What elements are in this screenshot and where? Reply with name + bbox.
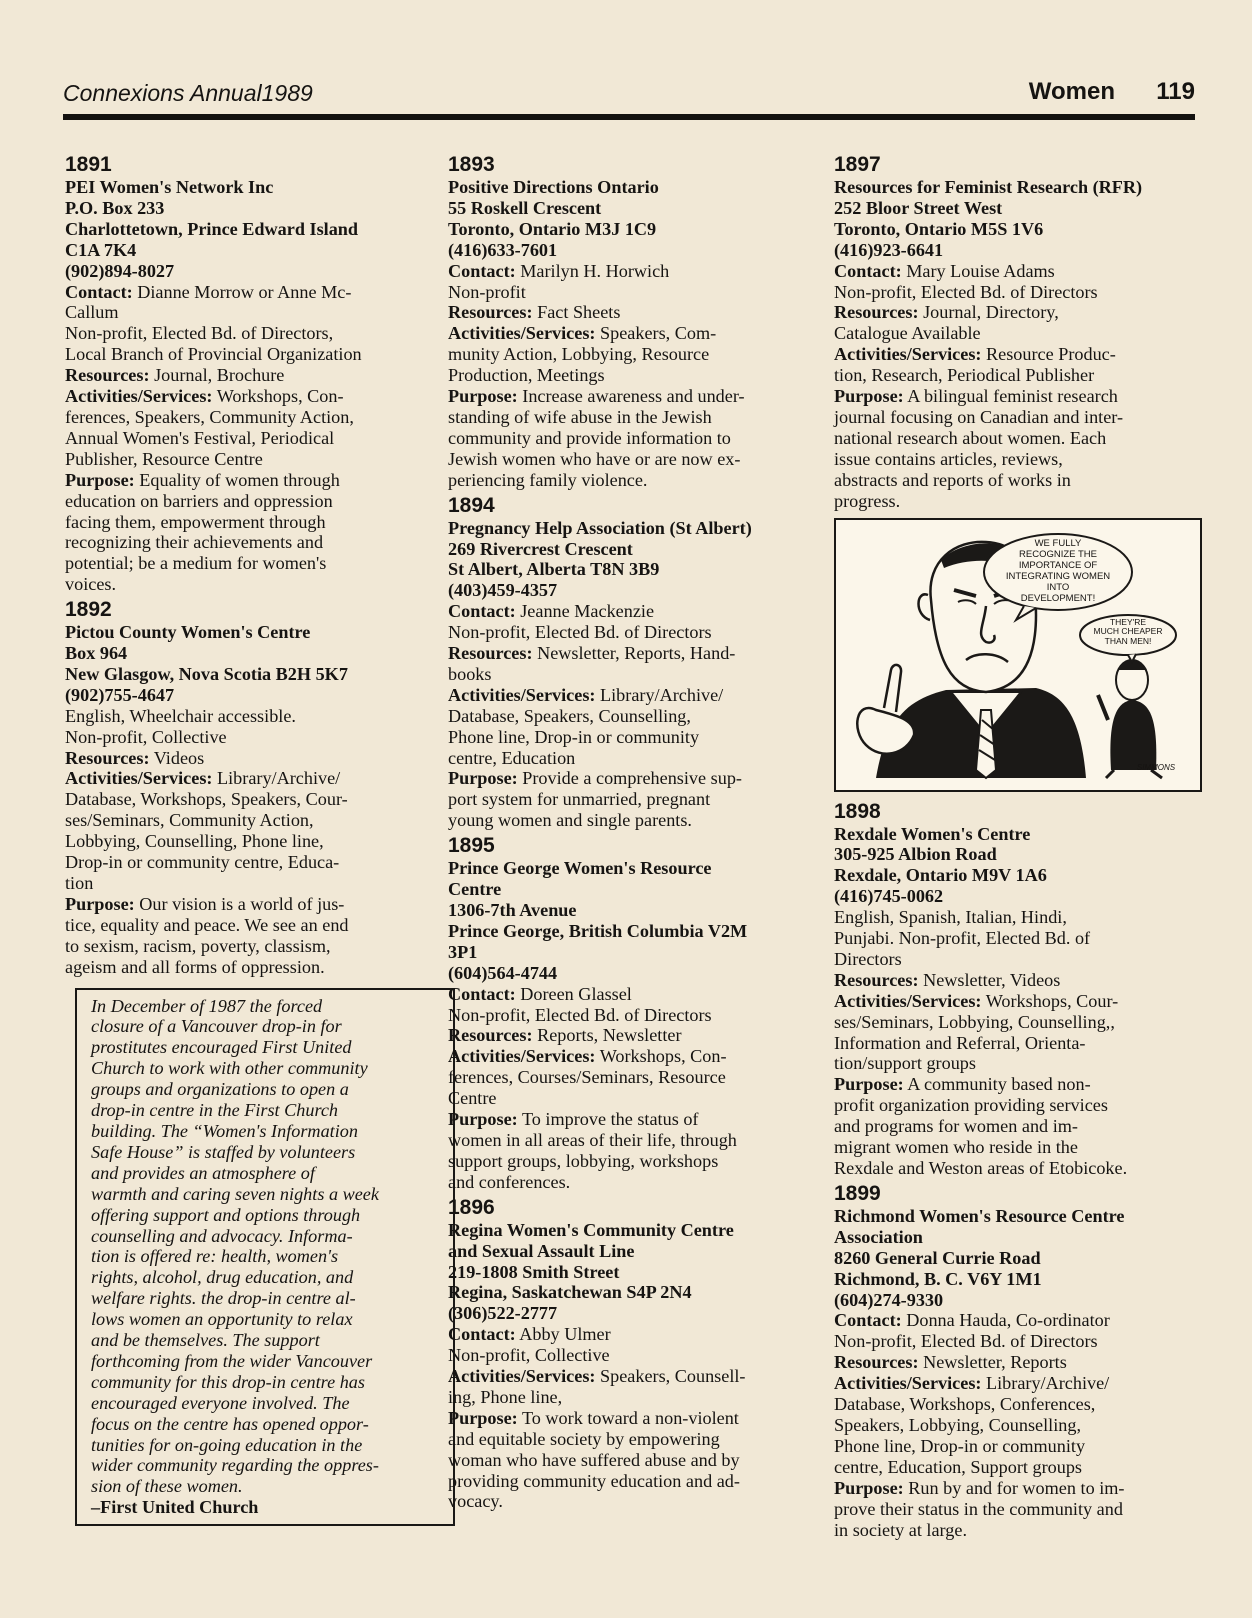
entry-resources-value: Fact Sheets bbox=[537, 302, 621, 323]
column-2 bbox=[448, 153, 808, 1515]
entry-resources-label: Resources: bbox=[834, 302, 919, 323]
entry-contact-label: Contact: bbox=[65, 281, 133, 302]
entry-activities bbox=[448, 1046, 808, 1109]
entry-number: 1899 bbox=[834, 1181, 881, 1205]
entry-activities-value: Library/Archive/ Database, Speakers, Counselling, Phone line, Drop-in or community centre, Education bbox=[448, 684, 724, 768]
column-3 bbox=[834, 153, 1199, 1543]
entry-resources-value: Videos bbox=[153, 747, 205, 768]
entry-info-line: Non-profit, Collective bbox=[448, 1345, 610, 1366]
entry-activities-value: Resource Produc- tion, Research, Periodical Publisher bbox=[834, 344, 1116, 386]
entry-activities bbox=[65, 386, 425, 470]
entry-resources-label: Resources: bbox=[448, 643, 533, 664]
entry-resources-label: Resources: bbox=[834, 1352, 919, 1373]
page-number: 119 bbox=[1156, 78, 1195, 105]
entry-purpose-value: Increase awareness and under- standing of wife abuse in the Jewish community and provide information to Jewish women who have or are now ex- periencing family violence. bbox=[448, 386, 745, 490]
entry-activities-label: Activities/Services: bbox=[834, 990, 982, 1011]
cartoon-signature: SIMMONS bbox=[1136, 762, 1176, 772]
entry-activities bbox=[834, 1373, 1199, 1478]
entry-resources-label: Resources: bbox=[65, 747, 150, 768]
entry-phone: (604)274-9330 bbox=[834, 1289, 944, 1310]
entry-activities-label: Activities/Services: bbox=[65, 386, 213, 407]
entry-purpose-value: Our vision is a world of jus- tice, equality and peace. We see an end to sexism, racism, poverty, classism, ageism and all forms of oppression. bbox=[65, 893, 349, 977]
entry-contact-label: Contact: bbox=[834, 1310, 902, 1331]
entry-address-line: 3P1 bbox=[448, 941, 478, 962]
section-title: Women bbox=[1028, 78, 1115, 105]
entry-info-line: Non-profit, Elected Bd. of Directors bbox=[448, 1004, 712, 1025]
entry-purpose-value: A bilingual feminist research journal focusing on Canadian and inter- national research about women. Each issue contains articles, reviews, abstracts and reports of works in progress. bbox=[834, 386, 1124, 511]
sidebar-attribution: –First United Church bbox=[91, 1497, 259, 1518]
entry-info-line: Local Branch of Provincial Organization bbox=[65, 344, 362, 365]
column-1 bbox=[65, 153, 425, 1526]
entry-info-line: Non-profit, Collective bbox=[65, 726, 227, 747]
entry-activities-value: Workshops, Con- ferences, Speakers, Community Action, Annual Women's Festival, Periodical Publisher, Resource Centre bbox=[65, 386, 354, 469]
entry-address-line: Regina, Saskatchewan S4P 2N4 bbox=[448, 1282, 692, 1303]
entry-info-line: Non-profit, Elected Bd. of Directors bbox=[834, 281, 1098, 302]
entry-contact bbox=[834, 261, 1199, 282]
entry-contact-value: Doreen Glassel bbox=[520, 983, 632, 1004]
entry-phone: (403)459-4357 bbox=[448, 580, 558, 601]
entry-contact bbox=[448, 261, 808, 282]
entry-resources-value: Journal, Directory, Catalogue Available bbox=[834, 302, 1059, 344]
entry-contact-value: Jeanne Mackenzie bbox=[520, 601, 655, 622]
entry-resources-label: Resources: bbox=[448, 302, 533, 323]
entry-resources bbox=[834, 1352, 1199, 1373]
entry-purpose-value: Run by and for women to im- prove their status in the community and in society at large. bbox=[834, 1477, 1125, 1540]
entry-contact-value: Mary Louise Adams bbox=[906, 260, 1055, 281]
entry-resources bbox=[65, 365, 425, 386]
entry-activities-value: Workshops, Con- ferences, Courses/Seminars, Resource Centre bbox=[448, 1046, 727, 1109]
entry-phone: (306)522-2777 bbox=[448, 1303, 558, 1324]
entry-resources bbox=[448, 302, 808, 323]
entry-activities bbox=[834, 344, 1199, 386]
entry-purpose bbox=[834, 386, 1199, 511]
entry-resources-value: Newsletter, Videos bbox=[923, 969, 1061, 990]
entry-contact-label: Contact: bbox=[834, 260, 902, 281]
entry-name: Rexdale Women's Centre bbox=[834, 823, 1031, 844]
directory-entry bbox=[448, 1196, 808, 1513]
entry-name: PEI Women's Network Inc bbox=[65, 177, 274, 197]
entry-info-line: Non-profit bbox=[448, 281, 526, 302]
entry-name: Prince George Women's Resource Centre bbox=[448, 858, 712, 900]
entry-purpose bbox=[448, 1408, 808, 1513]
entry-contact-value: Dianne Morrow or Anne Mc- Callum bbox=[65, 281, 352, 323]
entry-activities-label: Activities/Services: bbox=[834, 344, 982, 365]
entry-resources-value: Journal, Brochure bbox=[154, 365, 285, 386]
entry-resources-label: Resources: bbox=[834, 969, 919, 990]
directory-entry bbox=[65, 153, 425, 595]
entry-address-line: St Albert, Alberta T8N 3B9 bbox=[448, 559, 660, 580]
entry-address-line: New Glasgow, Nova Scotia B2H 5K7 bbox=[65, 663, 348, 684]
entry-purpose-label: Purpose: bbox=[448, 386, 518, 407]
entry-activities-value: Speakers, Com- munity Action, Lobbying, Resource Production, Meetings bbox=[448, 323, 717, 386]
entry-address-line: 305-925 Albion Road bbox=[834, 844, 997, 865]
entry-activities-label: Activities/Services: bbox=[834, 1373, 982, 1394]
entry-info-line: Non-profit, Elected Bd. of Directors, bbox=[65, 323, 334, 344]
entry-activities bbox=[65, 768, 425, 893]
entry-purpose bbox=[834, 1478, 1199, 1541]
entry-purpose bbox=[65, 894, 425, 978]
entry-info-line: Directors bbox=[834, 948, 902, 969]
entry-resources bbox=[834, 970, 1199, 991]
entry-name: Positive Directions Ontario bbox=[448, 177, 659, 197]
entry-activities-value: Library/Archive/ Database, Workshops, Conferences, Speakers, Lobbying, Counselling, Phone line, Drop-in or community centre, Education, Support groups bbox=[834, 1373, 1110, 1477]
entry-address-line: 1306-7th Avenue bbox=[448, 900, 577, 920]
entry-name: Richmond Women's Resource Centre Association bbox=[834, 1205, 1125, 1247]
entry-contact-value: Abby Ulmer bbox=[519, 1324, 611, 1345]
entry-address-line: 55 Roskell Crescent bbox=[448, 197, 602, 218]
entry-address-line: 219-1808 Smith Street bbox=[448, 1261, 620, 1282]
directory-entry bbox=[448, 494, 808, 832]
entry-activities-label: Activities/Services: bbox=[448, 684, 596, 705]
entry-info-line: English, Wheelchair accessible. bbox=[65, 705, 296, 726]
entry-purpose-value: A community based non- profit organization providing services and programs for women and im- migrant women who reside in the Rexdale and Weston areas of Etobicoke. bbox=[834, 1074, 1128, 1178]
entry-activities-label: Activities/Services: bbox=[448, 1366, 596, 1387]
header-rule bbox=[63, 114, 1195, 120]
entry-address-line: Charlottetown, Prince Edward Island bbox=[65, 218, 359, 239]
entry-purpose-label: Purpose: bbox=[448, 1109, 518, 1130]
entry-resources-value: Newsletter, Reports, Hand- books bbox=[448, 643, 736, 684]
entry-purpose-label: Purpose: bbox=[834, 386, 904, 407]
entry-activities bbox=[448, 323, 808, 386]
entry-purpose bbox=[448, 1109, 808, 1193]
entry-info-line: English, Spanish, Italian, Hindi, bbox=[834, 907, 1067, 928]
entry-number: 1892 bbox=[65, 598, 112, 622]
entry-address-line: Richmond, B. C. V6Y 1M1 bbox=[834, 1268, 1042, 1289]
entry-contact-label: Contact: bbox=[448, 601, 516, 622]
entry-activities-label: Activities/Services: bbox=[448, 323, 596, 344]
entry-name: Pregnancy Help Association (St Albert) bbox=[448, 517, 752, 538]
entry-address-line: Rexdale, Ontario M9V 1A6 bbox=[834, 865, 1047, 886]
entry-activities bbox=[448, 685, 808, 769]
directory-entry bbox=[448, 834, 808, 1193]
entry-purpose bbox=[834, 1074, 1199, 1179]
entry-activities-value: Workshops, Cour- ses/Seminars, Lobbying, Counselling,, Information and Referral, Orienta- tion/support groups bbox=[834, 990, 1119, 1074]
entry-info-line: Punjabi. Non-profit, Elected Bd. of bbox=[834, 928, 1091, 949]
sidebar-box bbox=[75, 988, 455, 1527]
entry-contact-value: Marilyn H. Horwich bbox=[520, 260, 670, 281]
entry-purpose-label: Purpose: bbox=[448, 768, 518, 789]
entry-contact bbox=[65, 282, 425, 324]
entry-address-line: C1A 7K4 bbox=[65, 239, 137, 260]
entry-contact-value: Donna Hauda, Co-ordinator bbox=[906, 1310, 1110, 1331]
publication-title: Connexions Annual1989 bbox=[63, 80, 313, 106]
entry-purpose-value: To improve the status of women in all areas of their life, through support groups, lobbying, workshops and conferences. bbox=[448, 1109, 737, 1192]
entry-purpose bbox=[65, 470, 425, 595]
entry-info-line: Non-profit, Elected Bd. of Directors bbox=[448, 622, 712, 643]
directory-entry bbox=[834, 800, 1199, 1179]
entry-resources bbox=[448, 1025, 808, 1046]
entry-purpose-label: Purpose: bbox=[448, 1407, 518, 1428]
entry-activities-value: Speakers, Counsell- ing, Phone line, bbox=[448, 1366, 746, 1407]
cartoon-speech-bubble-2: THEY'RE MUCH CHEAPER THAN MEN! bbox=[1093, 616, 1163, 646]
entry-number: 1897 bbox=[834, 153, 881, 176]
entry-phone: (416)745-0062 bbox=[834, 886, 944, 907]
directory-entry bbox=[65, 598, 425, 977]
entry-resources bbox=[65, 748, 425, 769]
entry-phone: (604)564-4744 bbox=[448, 962, 558, 983]
entry-contact-label: Contact: bbox=[448, 983, 516, 1004]
entry-name: Resources for Feminist Research (RFR) bbox=[834, 177, 1143, 197]
entry-phone: (902)755-4647 bbox=[65, 684, 175, 705]
entry-purpose-label: Purpose: bbox=[65, 469, 135, 490]
entry-phone: (416)633-7601 bbox=[448, 239, 558, 260]
entry-number: 1894 bbox=[448, 493, 495, 517]
entry-address-line: P.O. Box 233 bbox=[65, 197, 165, 218]
entry-activities-value: Library/Archive/ Database, Workshops, Speakers, Cour- ses/Seminars, Community Action, Lobbying, Counselling, Phone line, Drop-in or community centre, Educa- tion bbox=[65, 768, 348, 893]
entry-purpose-value: Equality of women through education on barriers and oppression facing them, empowerment through recognizing their achievements and potential; be a medium for women's voices. bbox=[65, 469, 340, 595]
entry-number: 1891 bbox=[65, 153, 112, 176]
directory-entry bbox=[834, 153, 1199, 512]
page-header bbox=[63, 76, 1195, 112]
entry-contact bbox=[834, 1310, 1199, 1331]
entry-phone: (902)894-8027 bbox=[65, 260, 175, 281]
entry-name: Regina Women's Community Centre and Sexual Assault Line bbox=[448, 1219, 734, 1261]
sidebar-text: In December of 1987 the forced closure of a Vancouver drop-in for prostitutes encouraged First United Church to work with other community groups and organizations to open a drop-in centre in the First Church building. The “Women's Information Safe House” is staffed by volunteers and provides an atmosphere of warmth and caring seven nights a week offering support and options through counselling and advocacy. Informa- tion is offered re: health, women's rights, alcohol, drug education, and welfare rights. the drop-in centre al- lows women an opportunity to relax and be themselves. The support forthcoming from the wider Vancouver community for this drop-in centre has encouraged everyone involved. The focus on the centre has opened oppor- tunities for on-going education in the wider community regarding the oppres- sion of these women. bbox=[91, 995, 379, 1497]
entry-address-line: Toronto, Ontario M3J 1C9 bbox=[448, 218, 657, 239]
entry-number: 1895 bbox=[448, 834, 495, 858]
entry-contact-label: Contact: bbox=[448, 260, 516, 281]
directory-entry bbox=[448, 153, 808, 491]
entry-address-line: Box 964 bbox=[65, 643, 128, 664]
entry-contact bbox=[448, 1324, 808, 1345]
entry-info-line: Non-profit, Elected Bd. of Directors bbox=[834, 1331, 1098, 1352]
entry-number: 1893 bbox=[448, 153, 495, 176]
entry-purpose-label: Purpose: bbox=[834, 1074, 904, 1095]
entry-address-line: Toronto, Ontario M5S 1V6 bbox=[834, 218, 1044, 239]
entry-purpose-value: Provide a comprehensive sup- port system for unmarried, pregnant young women and single parents. bbox=[448, 768, 742, 831]
entry-contact-label: Contact: bbox=[448, 1324, 516, 1345]
entry-purpose-label: Purpose: bbox=[834, 1477, 904, 1498]
entry-purpose bbox=[448, 768, 808, 831]
entry-purpose-label: Purpose: bbox=[65, 893, 135, 914]
entry-number: 1898 bbox=[834, 799, 881, 823]
entry-address-line: 8260 General Currie Road bbox=[834, 1247, 1041, 1268]
entry-activities-label: Activities/Services: bbox=[65, 768, 213, 789]
entry-activities bbox=[448, 1366, 808, 1408]
editorial-cartoon bbox=[834, 518, 1202, 792]
entry-resources-label: Resources: bbox=[448, 1025, 533, 1046]
entry-number: 1896 bbox=[448, 1195, 495, 1219]
entry-purpose-value: To work toward a non-violent and equitable society by empowering woman who have suffered abuse and by providing community education and ad- vocacy. bbox=[448, 1407, 740, 1512]
entry-contact bbox=[448, 984, 808, 1005]
entry-resources bbox=[834, 302, 1199, 344]
entry-address-line: 252 Bloor Street West bbox=[834, 197, 1003, 218]
entry-contact bbox=[448, 601, 808, 622]
entry-resources-value: Newsletter, Reports bbox=[923, 1352, 1067, 1373]
entry-resources-label: Resources: bbox=[65, 365, 150, 386]
entry-activities bbox=[834, 991, 1199, 1075]
entry-resources-value: Reports, Newsletter bbox=[537, 1025, 682, 1046]
directory-entry bbox=[834, 1182, 1199, 1541]
entry-activities-label: Activities/Services: bbox=[448, 1046, 596, 1067]
cartoon-speech-bubble-1: WE FULLY RECOGNIZE THE IMPORTANCE OF INTEGRATING WOMEN INTO DEVELOPMENT! bbox=[1005, 537, 1111, 604]
entry-address-line: 269 Rivercrest Crescent bbox=[448, 538, 633, 559]
entry-address-line: Prince George, British Columbia V2M bbox=[448, 920, 748, 941]
entry-resources bbox=[448, 643, 808, 685]
entry-phone: (416)923-6641 bbox=[834, 239, 944, 260]
entry-name: Pictou County Women's Centre bbox=[65, 622, 311, 643]
entry-purpose bbox=[448, 386, 808, 491]
